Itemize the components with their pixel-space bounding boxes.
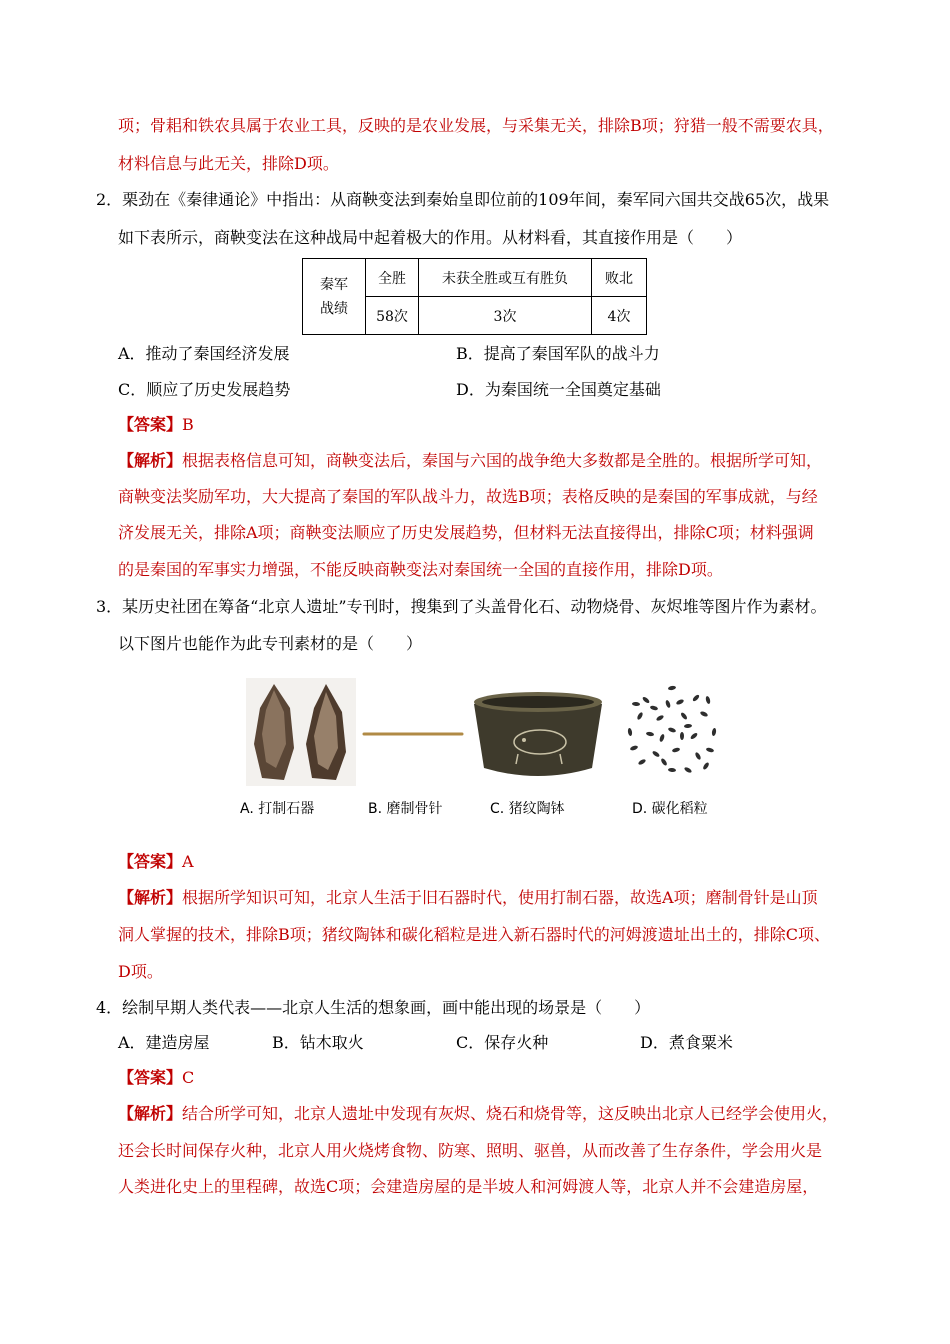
q2-analysis-line-4: 的是秦国的军事实力增强，不能反映商鞅变法对秦国统一全国的直接作用，排除D项。	[118, 560, 723, 579]
bone-needle-image	[358, 726, 468, 742]
table-header-win: 全胜	[366, 259, 419, 297]
caption-b: B. 磨制骨针	[368, 801, 443, 817]
q4-answer	[118, 1068, 194, 1088]
q4-analysis-line-1: 【解析】结合所学可知，北京人遗址中发现有灰烬、烧石和烧骨等，这反映出北京人已经学会使用火，	[118, 1104, 839, 1123]
table-value-draw: 3次	[419, 297, 592, 335]
caption-d: D. 碳化稻粒	[632, 801, 708, 817]
q3-answer	[118, 852, 194, 872]
q2-answer	[118, 415, 194, 435]
analysis-continued-line-1: 项；骨耜和铁农具属于农业工具，反映的是农业发展，与采集无关，排除B项；狩猎一般不需要农具，	[118, 116, 834, 135]
answer-value: A	[182, 852, 194, 871]
q3-figure-panel	[240, 670, 740, 820]
table-row-header: 秦军战绩	[303, 259, 366, 335]
analysis-label: 【解析】	[118, 451, 183, 470]
answer-label: 【答案】	[118, 852, 183, 871]
q4-option-b: B．钻木取火	[272, 1033, 364, 1052]
table-value-loss: 4次	[592, 297, 647, 335]
table-header-draw: 未获全胜或互有胜负	[419, 259, 592, 297]
q2-battle-table	[302, 258, 647, 335]
q4-analysis-line-2: 还会长时间保存火种，北京人用火烧烤食物、防寒、照明、驱兽，从而改善了生存条件，学会用火是	[118, 1141, 823, 1160]
caption-c: C. 猪纹陶钵	[490, 801, 565, 817]
q2-analysis-line-1: 【解析】根据表格信息可知，商鞅变法后，秦国与六国的战争绝大多数都是全胜的。根据所学可知，	[118, 451, 823, 470]
q3-stem-line-2: 以下图片也能作为此专刊素材的是（ ）	[118, 634, 423, 653]
q3-analysis-line-3: D项。	[118, 962, 163, 981]
answer-label: 【答案】	[118, 415, 183, 434]
answer-value: B	[182, 415, 194, 434]
q2-option-b: B．提高了秦国军队的战斗力	[456, 344, 660, 363]
q4-option-c: C．保存火种	[456, 1033, 549, 1052]
pottery-bowl-image	[468, 684, 608, 784]
stone-tools-image	[246, 678, 356, 786]
rice-grains-image	[610, 674, 734, 786]
q4-analysis-line-3: 人类进化史上的里程碑，故选C项；会建造房屋的是半坡人和河姆渡人等，北京人并不会建造房屋，	[118, 1177, 819, 1196]
q3-analysis-line-2: 洞人掌握的技术，排除B项；猪纹陶钵和碳化稻粒是进入新石器时代的河姆渡遗址出土的，排除C项、	[118, 925, 831, 944]
analysis-continued-line-2: 材料信息与此无关，排除D项。	[118, 154, 339, 173]
q3-stem-line-1: 3．某历史社团在筹备“北京人遗址”专刊时，搜集到了头盖骨化石、动物烧骨、灰烬堆等图片作为素材。	[96, 597, 827, 616]
q2-analysis-line-3: 济发展无关，排除A项；商鞅变法顺应了历史发展趋势，但材料无法直接得出，排除C项；材料强调	[118, 523, 814, 542]
q4-option-d: D．煮食粟米	[640, 1033, 733, 1052]
answer-label: 【答案】	[118, 1068, 183, 1087]
q2-option-c: C．顺应了历史发展趋势	[118, 380, 291, 399]
q4-option-a: A．建造房屋	[118, 1033, 210, 1052]
analysis-label: 【解析】	[118, 1104, 183, 1123]
q2-stem-line-1: 2．栗劲在《秦律通论》中指出：从商鞅变法到秦始皇即位前的109年间，秦军同六国共交战65次，战果	[96, 190, 830, 209]
table-header-loss: 败北	[592, 259, 647, 297]
q2-analysis-line-2: 商鞅变法奖励军功，大大提高了秦国的军队战斗力，故选B项；表格反映的是秦国的军事成就，与经	[118, 487, 818, 506]
q2-option-a: A．推动了秦国经济发展	[118, 344, 290, 363]
q3-analysis-line-1: 【解析】根据所学知识可知，北京人生活于旧石器时代，使用打制石器，故选A项；磨制骨针是山顶	[118, 888, 818, 907]
q4-stem-line-1: 4．绘制早期人类代表——北京人生活的想象画，画中能出现的场景是（ ）	[96, 998, 651, 1017]
q2-stem-line-2: 如下表所示，商鞅变法在这种战局中起着极大的作用。从材料看，其直接作用是（ ）	[118, 228, 743, 247]
analysis-label: 【解析】	[118, 888, 183, 907]
caption-a: A. 打制石器	[240, 801, 315, 817]
answer-value: C	[182, 1068, 195, 1087]
q2-option-d: D．为秦国统一全国奠定基础	[456, 380, 661, 399]
table-value-win: 58次	[366, 297, 419, 335]
